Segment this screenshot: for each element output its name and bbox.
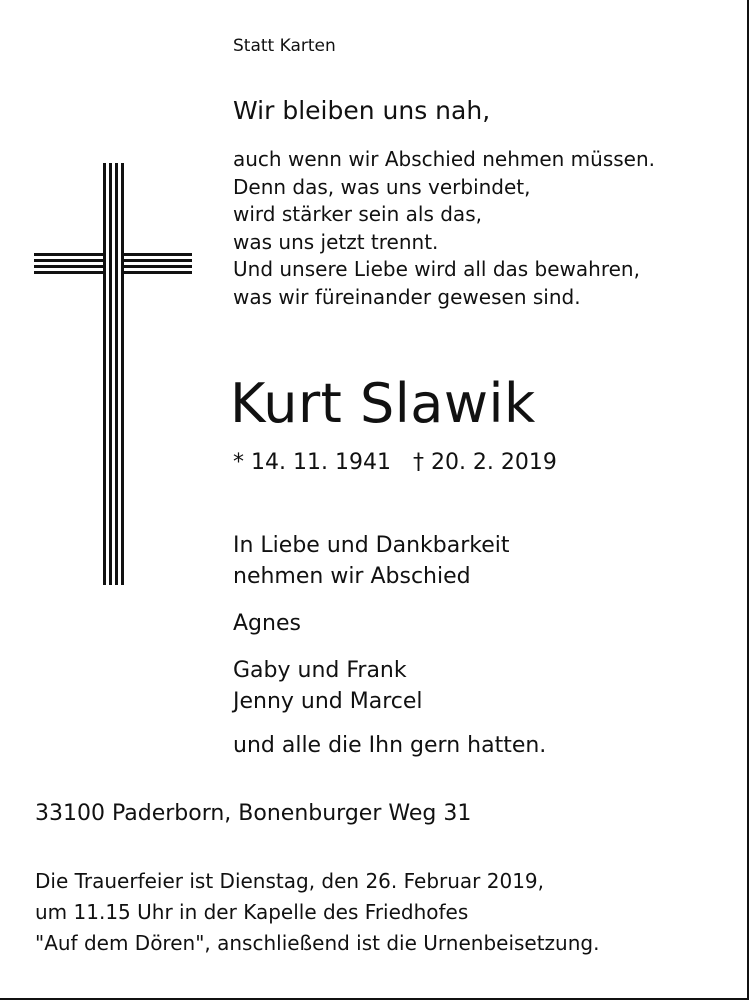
mourning-line: In Liebe und Dankbarkeit <box>233 533 510 558</box>
spouse-name: Agnes <box>233 611 301 636</box>
mourning-text <box>233 530 510 592</box>
death-date: † 20. 2. 2019 <box>412 450 557 475</box>
poem <box>233 146 655 311</box>
ceremony-line: "Auf dem Dören", anschließend ist die Urnenbeisetzung. <box>35 931 600 955</box>
statt-karten: Statt Karten <box>233 36 336 56</box>
address: 33100 Paderborn, Bonenburger Weg 31 <box>35 801 472 826</box>
poem-line: auch wenn wir Abschied nehmen müssen. <box>233 147 656 171</box>
ceremony-line: um 11.15 Uhr in der Kapelle des Friedhofes <box>35 900 469 924</box>
poem-line: wird stärker sein als das, <box>233 202 482 226</box>
poem-line: was uns jetzt trennt. <box>233 229 439 254</box>
poem-line: Und unsere Liebe wird all das bewahren, <box>233 257 640 281</box>
cross-icon <box>34 163 192 585</box>
life-dates <box>233 450 557 475</box>
closing-line: und alle die Ihn gern hatten. <box>233 733 547 758</box>
family-names <box>233 655 423 717</box>
mourning-line: nehmen wir Abschied <box>233 564 471 589</box>
family-line: Gaby und Frank <box>233 658 407 683</box>
ceremony-line: Die Trauerfeier ist Dienstag, den 26. Februar 2019, <box>35 869 545 893</box>
deceased-name: Kurt Slawik <box>230 372 536 435</box>
birth-date: * 14. 11. 1941 <box>233 450 391 475</box>
family-line: Jenny und Marcel <box>233 689 423 714</box>
headline: Wir bleiben uns nah, <box>233 96 491 125</box>
poem-line: Denn das, was uns verbindet, <box>233 174 531 199</box>
ceremony-info <box>35 866 599 959</box>
poem-line: was wir füreinander gewesen sind. <box>233 284 581 309</box>
